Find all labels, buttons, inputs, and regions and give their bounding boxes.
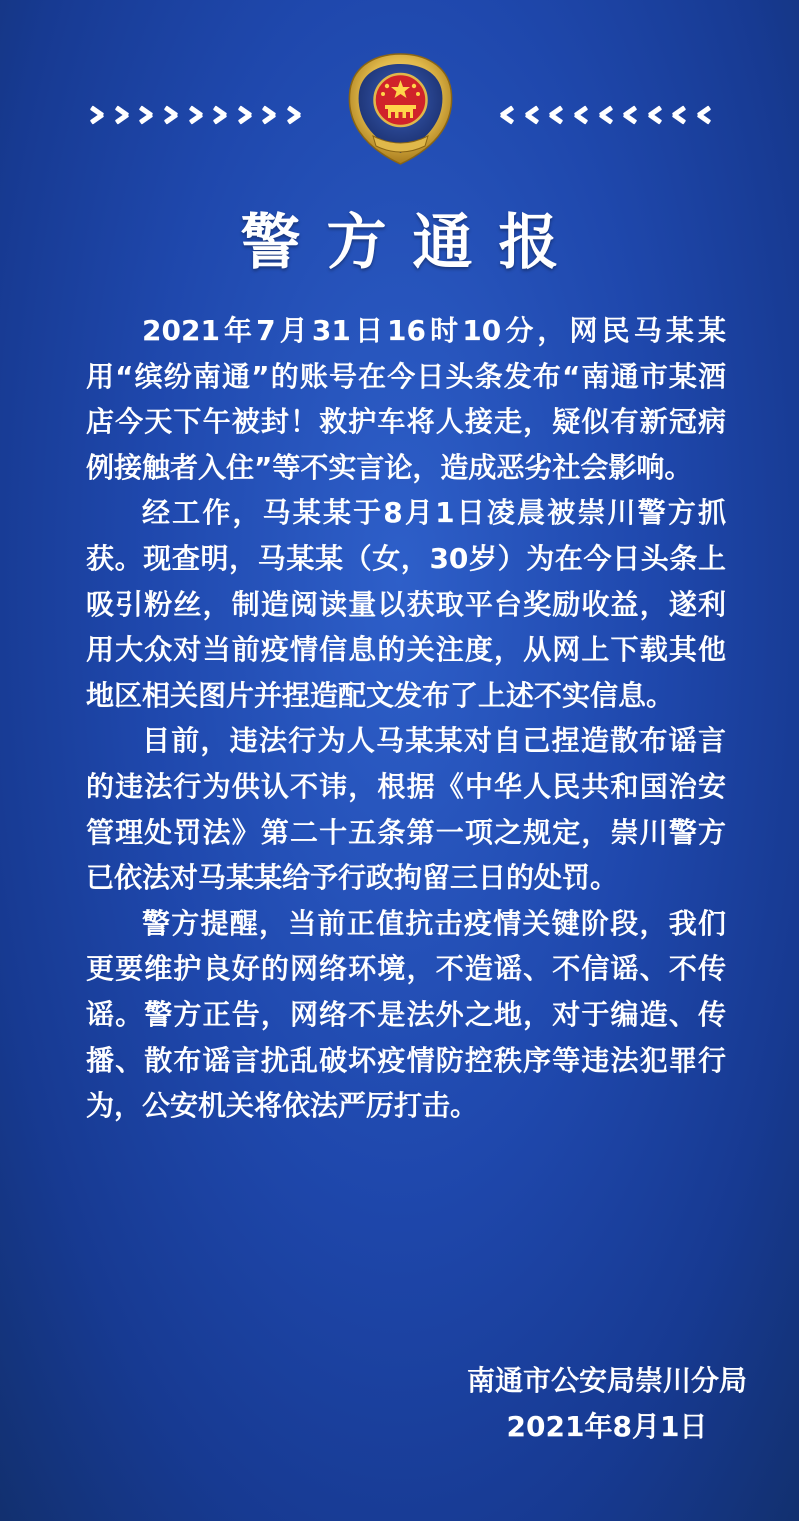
issue-date: 2021年8月1日 bbox=[506, 1410, 708, 1443]
chevron-left-icon bbox=[523, 106, 541, 124]
chevron-right-icon bbox=[211, 106, 229, 124]
paragraph-2: 经工作，马某某于8月1日凌晨被崇川警方抓获。现查明，马某某（女，30岁）为在今日头条上吸引粉丝，制造阅读量以获取平台奖励收益，遂利用大众对当前疫情信息的关注度，从网上下载其他地区相关图片并捏造配文发布了上述不实信息。 bbox=[86, 496, 726, 712]
chevron-right-icon bbox=[88, 106, 106, 124]
chevron-left-icon bbox=[572, 106, 590, 124]
chevron-right-icon bbox=[285, 106, 303, 124]
chevron-right-icon bbox=[236, 106, 254, 124]
chevron-left-icon bbox=[695, 106, 713, 124]
chevron-left-icon bbox=[621, 106, 639, 124]
chevron-right-icon bbox=[113, 106, 131, 124]
chevron-left-icon bbox=[646, 106, 664, 124]
paragraph-4: 警方提醒，当前正值抗击疫情关键阶段，我们更要维护良好的网络环境，不造谣、不信谣、不传谣。警方正告，网络不是法外之地，对于编造、传播、散布谣言扰乱破坏疫情防控秩序等违法犯罪行为，公安机关将依法严厉打击。 bbox=[86, 906, 726, 1123]
chevron-left-icon bbox=[597, 106, 615, 124]
left-chevrons-decoration bbox=[88, 100, 303, 130]
notice-body bbox=[86, 308, 726, 1129]
issuing-organization: 南通市公安局崇川分局 bbox=[466, 1364, 747, 1397]
chevron-left-icon bbox=[670, 106, 688, 124]
chevron-right-icon bbox=[187, 106, 205, 124]
chevron-right-icon bbox=[162, 106, 180, 124]
signature-block bbox=[467, 1358, 747, 1450]
page-title: 警方通报 bbox=[240, 208, 585, 278]
chevron-left-icon bbox=[547, 106, 565, 124]
chevron-right-icon bbox=[260, 106, 278, 124]
paragraph-1: 2021年7月31日16时10分，网民马某某用“缤纷南通”的账号在今日头条发布“南通市某酒店今天下午被封！救护车将人接走，疑似有新冠病例接触者入住”等不实言论，造成恶劣社会影响。 bbox=[86, 314, 726, 484]
right-chevrons-decoration bbox=[498, 100, 713, 130]
paragraph-3: 目前，违法行为人马某某对自己捏造散布谣言的违法行为供认不讳，根据《中华人民共和国治安管理处罚法》第二十五条第一项之规定，崇川警方已依法对马某某给予行政拘留三日的处罚。 bbox=[86, 724, 726, 895]
chevron-left-icon bbox=[498, 106, 516, 124]
police-emblem-icon bbox=[343, 50, 458, 168]
chevron-right-icon bbox=[137, 106, 155, 124]
